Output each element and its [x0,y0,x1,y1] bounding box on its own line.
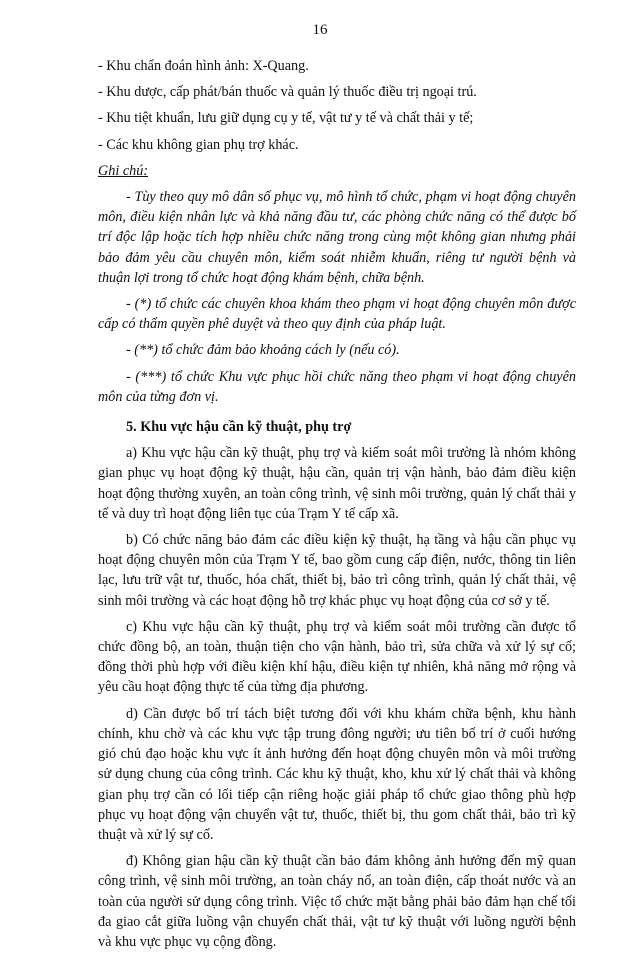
note-paragraph: - Tùy theo quy mô dân số phục vụ, mô hình tổ chức, phạm vi hoạt động chuyên môn, điều kiện nhân lực và khả năng đầu tư, các phòng chức năng có thể được bố trí độc lập hoặc tích hợp nhiều chức năng trong cùng một không gian nhưng phải bảo đảm yêu cầu chuyên môn, kiểm soát nhiễm khuẩn, riêng tư người bệnh và thuận lợi trong tổ chức hoạt động khám bệnh, chữa bệnh. [98,189,576,286]
list-item: - Khu dược, cấp phát/bán thuốc và quản lý thuốc điều trị ngoại trú. [98,84,477,101]
section-paragraph-b: b) Có chức năng bảo đảm các điều kiện kỹ thuật, hạ tầng và hậu cần phục vụ hoạt động chuyên môn của Trạm Y tế, bao gồm cung cấp điện, nước, thông tin liên lạc, lưu trữ vật tư, thuốc, hóa chất, thiết bị, bảo trì công trình, quản lý chất thải, vệ sinh môi trường và các hoạt động hỗ trợ khác phục vụ hoạt động của cơ sở y tế. [98,532,576,609]
section-paragraph-dd: đ) Không gian hậu cần kỹ thuật cần bảo đảm không ảnh hưởng đến mỹ quan công trình, vệ sinh môi trường, an toàn cháy nổ, an toàn điện, cấp thoát nước và an toàn của người sử dụng công trình. Việc tổ chức mặt bằng phải bảo đảm hạn chế tối đa giao cắt giữa luồng vận chuyển chất thải, vật tư kỹ thuật với luồng người bệnh và khu vực phục vụ cộng đồng. [98,853,576,950]
note-paragraph: - (**) tổ chức đảm bảo khoảng cách ly (nếu có). [126,342,400,359]
note-title: Ghi chú: [98,162,149,179]
section-paragraph-d: d) Cần được bố trí tách biệt tương đối với khu khám chữa bệnh, khu hành chính, khu chờ và các khu vực tập trung đông người; ưu tiên bố trí ở cuối hướng gió chủ đạo hoặc khu vực ít ảnh hưởng đến hoạt động chuyên môn và môi trường sử dụng chung của công trình. Các khu kỹ thuật, kho, khu xử lý chất thải và không gian phụ trợ cần có lối tiếp cận riêng hoặc giải pháp tổ chức giao thông phù hợp phục vụ hoạt động vận chuyển vật tư, thuốc, thiết bị, thu gom chất thải, bảo trì kỹ thuật và xử lý sự cố. [98,705,576,843]
section-paragraph-c: c) Khu vực hậu cần kỹ thuật, phụ trợ và kiểm soát môi trường cần được tổ chức đồng bộ, an toàn, thuận tiện cho vận hành, bảo trì, sửa chữa và xử lý sự cố; đồng thời phù hợp với điều kiện khí hậu, điều kiện tự nhiên, khả năng mở rộng và yêu cầu hoạt động thực tế của từng địa phương. [98,618,576,696]
note-paragraph: - (***) tổ chức Khu vực phục hồi chức năng theo phạm vi hoạt động chuyên môn của từng đơn vị. [98,368,576,405]
list-item: - Các khu không gian phụ trợ khác. [98,136,299,153]
document-body [98,56,576,958]
section-paragraph-a: a) Khu vực hậu cần kỹ thuật, phụ trợ và kiểm soát môi trường là nhóm không gian phục vụ hoạt động kỹ thuật, hậu cần, quản trị vận hành, bảo đảm điều kiện hoạt động thường xuyên, an toàn công trình, vệ sinh môi trường, quản lý chất thải y tế và duy trì hoạt động liên tục của Trạm Y tế cấp xã. [98,445,576,522]
section-heading: 5. Khu vực hậu cần kỹ thuật, phụ trợ [126,419,352,436]
list-item: - Khu tiệt khuẩn, lưu giữ dụng cụ y tế, vật tư y tế và chất thải y tế; [98,110,474,127]
list-item: - Khu chẩn đoán hình ảnh: X-Quang. [98,58,309,74]
page-number: 16 [312,22,328,38]
note-paragraph: - (*) tổ chức các chuyên khoa khám theo phạm vi hoạt động chuyên môn được cấp có thẩm quyền phê duyệt và theo quy định của pháp luật. [98,296,576,333]
